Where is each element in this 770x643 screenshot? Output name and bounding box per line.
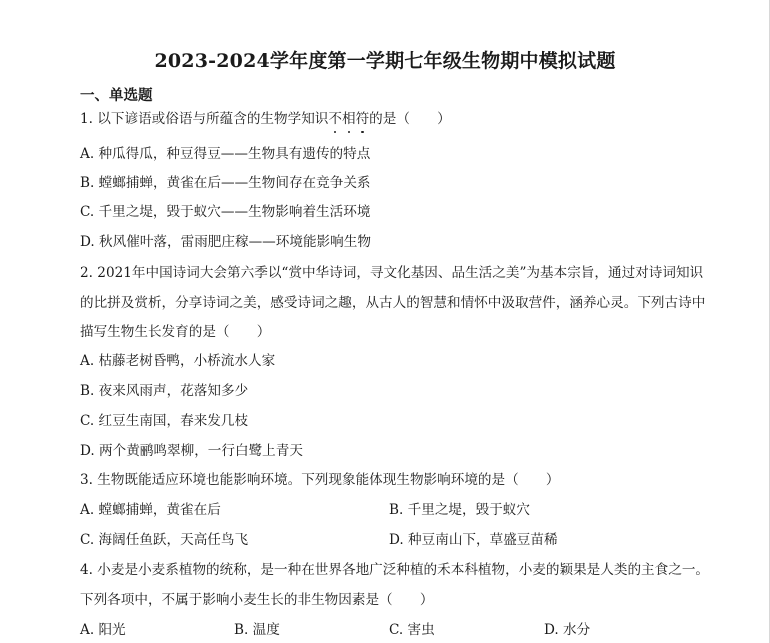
- q3-option-a[interactable]: A. 螳螂捕蝉，黄雀在后: [80, 502, 221, 518]
- q2-option-b[interactable]: B. 夜来风雨声，花落知多少: [80, 383, 249, 399]
- q3-option-c[interactable]: C. 海阔任鱼跃，天高任鸟飞: [80, 532, 249, 548]
- q2-stem-line-1: 2. 2021年中国诗词大会第六季以“赏中华诗词，寻文化基因、品生活之美”为基本宗旨，通过对诗词知识: [80, 265, 704, 281]
- q4-option-b[interactable]: B. 温度: [234, 622, 280, 638]
- q4-option-d[interactable]: D. 水分: [544, 622, 591, 638]
- q2-stem-line-2: 的比拼及赏析，分享诗词之美，感受诗词之趣，从古人的智慧和情怀中汲取营件，涵养心灵。下列古诗中: [80, 295, 706, 311]
- q4-stem-line-1: 4. 小麦是小麦系植物的统称，是一种在世界各地广泛种植的禾本科植物，小麦的颖果是人类的主食之一。: [80, 562, 710, 578]
- q1-stem-part1: 1. 以下谚语或俗语与所蕴含的生物学知识: [80, 111, 329, 127]
- q4-stem-line-2: 下列各项中，不属于影响小麦生长的非生物因素是（ ）: [80, 592, 434, 608]
- q2-option-d[interactable]: D. 两个黄鹂鸣翠柳，一行白鹭上青天: [80, 443, 303, 459]
- q4-option-a[interactable]: A. 阳光: [80, 622, 126, 638]
- q1-emphasis-2: 相: [341, 111, 356, 127]
- q1-option-b[interactable]: B. 螳螂捕蝉，黄雀在后——生物间存在竞争关系: [80, 175, 371, 191]
- q2-stem-line-3: 描写生物生长发育的是（ ）: [80, 324, 271, 340]
- section-heading: 一、单选题: [80, 87, 153, 104]
- q4-option-c[interactable]: C. 害虫: [389, 622, 435, 638]
- q1-option-c[interactable]: C. 千里之堤，毁于蚁穴——生物影响着生活环境: [80, 204, 371, 220]
- q3-option-b[interactable]: B. 千里之堤，毁于蚁穴: [389, 502, 530, 518]
- q1-option-d[interactable]: D. 秋风催叶落，雷雨肥庄稼——环境能影响生物: [80, 234, 371, 250]
- q2-option-a[interactable]: A. 枯藤老树昏鸭，小桥流水人家: [80, 353, 276, 369]
- q3-stem: 3. 生物既能适应环境也能影响环境。下列现象能体现生物影响环境的是（ ）: [80, 472, 560, 488]
- q1-emphasis-1: 不: [328, 111, 342, 127]
- page-title: 2023-2024学年度第一学期七年级生物期中模拟试题: [154, 50, 616, 72]
- q1-stem-part2: 的是（ ）: [369, 111, 451, 127]
- q3-option-d[interactable]: D. 种豆南山下，草盛豆苗稀: [389, 532, 558, 548]
- q1-stem: [80, 110, 451, 128]
- q1-emphasis-3: 符: [355, 111, 370, 127]
- q1-option-a[interactable]: A. 种瓜得瓜，种豆得豆——生物具有遗传的特点: [80, 146, 371, 162]
- q2-option-c[interactable]: C. 红豆生南国，春来发几枝: [80, 413, 249, 429]
